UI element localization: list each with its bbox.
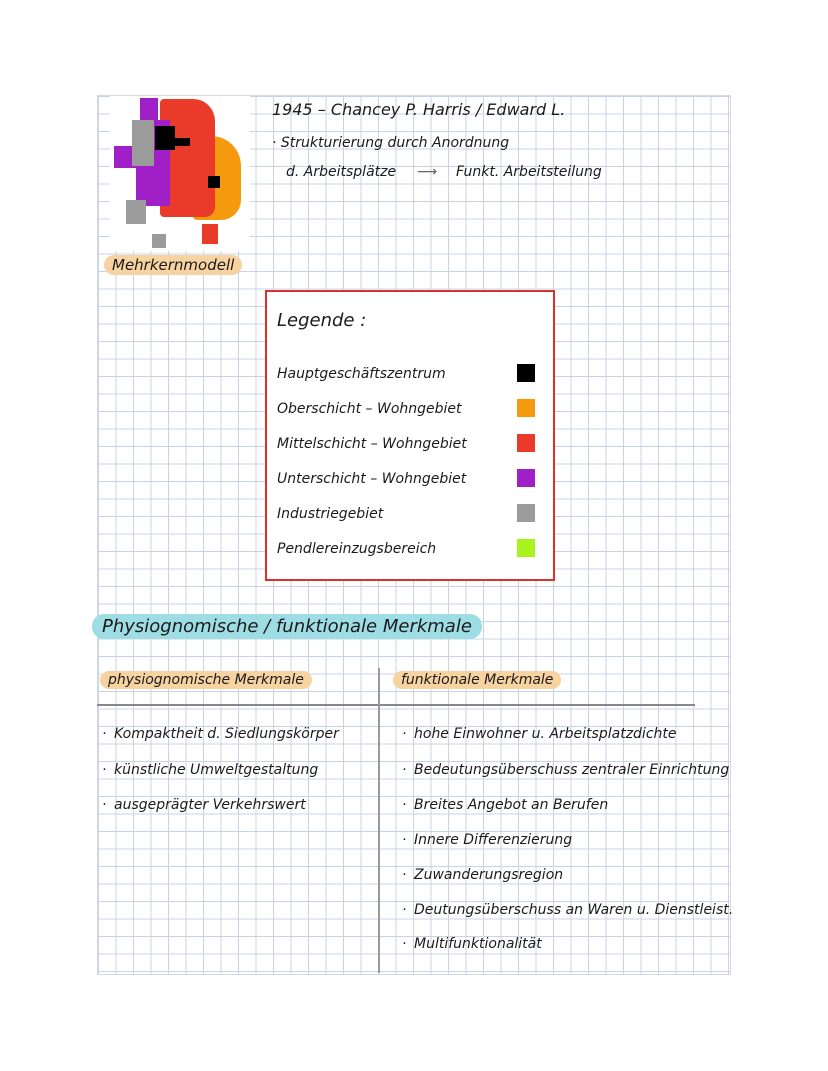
header-line-1: 1945 – Chancey P. Harris / Edward L. — [272, 100, 566, 119]
header-line-3-result: Funkt. Arbeitsteilung — [456, 164, 602, 180]
bullet-icon: · — [402, 797, 407, 813]
legend-item — [277, 397, 539, 423]
bullet-icon: · — [102, 797, 107, 813]
list-item: · Zuwanderungsregion — [402, 867, 564, 883]
legend-swatch — [517, 504, 535, 522]
bullet-icon: · — [402, 832, 407, 848]
legend-item-label: Pendlereinzugsbereich — [277, 541, 437, 557]
legend-item-label: Oberschicht – Wohngebiet — [277, 401, 462, 417]
right-column-heading: funktionale Merkmale — [393, 672, 561, 688]
legend-item — [277, 432, 539, 458]
legend-item-label: Mittelschicht – Wohngebiet — [277, 436, 467, 452]
lower-class-area — [140, 98, 158, 120]
industry-area-3 — [152, 234, 166, 248]
list-item: · Deutungsüberschuss an Waren u. Dienstleist. — [402, 902, 734, 918]
list-item: · hohe Einwohner u. Arbeitsplatzdichte — [402, 726, 677, 742]
legend-item — [277, 502, 539, 528]
bullet-icon: · — [102, 726, 107, 742]
legend-item-label: Industriegebiet — [277, 506, 384, 522]
header-line-2: · Strukturierung durch Anordnung — [272, 135, 510, 151]
bullet-icon: · — [402, 936, 407, 952]
header-line-3-text: d. Arbeitsplätze — [286, 164, 397, 180]
industry-area-2 — [126, 200, 146, 224]
legend-item — [277, 537, 539, 563]
legend-swatch — [517, 539, 535, 557]
list-item: · künstliche Umweltgestaltung — [102, 762, 319, 778]
industry-area — [132, 120, 154, 166]
list-item: · Innere Differenzierung — [402, 832, 573, 848]
table-header-rule — [97, 704, 695, 706]
left-column-heading: physiognomische Merkmale — [100, 672, 312, 688]
middle-class-area-2 — [202, 224, 218, 244]
legend-swatch — [517, 364, 535, 382]
list-item: · ausgeprägter Verkehrswert — [102, 797, 306, 813]
legend-item-label: Unterschicht – Wohngebiet — [277, 471, 467, 487]
header-line-3 — [286, 164, 602, 180]
bullet-icon: · — [402, 726, 407, 742]
legend-title: Legende : — [277, 310, 367, 331]
cbd-area-2 — [168, 138, 190, 146]
cbd-area-3 — [208, 176, 220, 188]
bullet-icon: · — [402, 762, 407, 778]
bullet-icon: · — [102, 762, 107, 778]
legend-box — [265, 290, 555, 581]
legend-item — [277, 467, 539, 493]
list-item: · Breites Angebot an Berufen — [402, 797, 609, 813]
bullet-icon: · — [402, 902, 407, 918]
legend-swatch — [517, 434, 535, 452]
column-divider — [378, 668, 380, 973]
model-label: Mehrkernmodell — [104, 256, 242, 274]
list-item: · Bedeutungsüberschuss zentraler Einrichtung — [402, 762, 730, 778]
legend-item-label: Hauptgeschäftszentrum — [277, 366, 446, 382]
section-title: Physiognomische / funktionale Merkmale — [92, 616, 482, 637]
legend-swatch — [517, 399, 535, 417]
arrow-icon: ⟶ — [417, 164, 438, 180]
bullet-icon: · — [402, 867, 407, 883]
legend-swatch — [517, 469, 535, 487]
legend-item — [277, 362, 539, 388]
list-item: · Kompaktheit d. Siedlungskörper — [102, 726, 339, 742]
list-item: · Multifunktionalität — [402, 936, 542, 952]
multiple-nuclei-model-diagram — [110, 96, 250, 251]
